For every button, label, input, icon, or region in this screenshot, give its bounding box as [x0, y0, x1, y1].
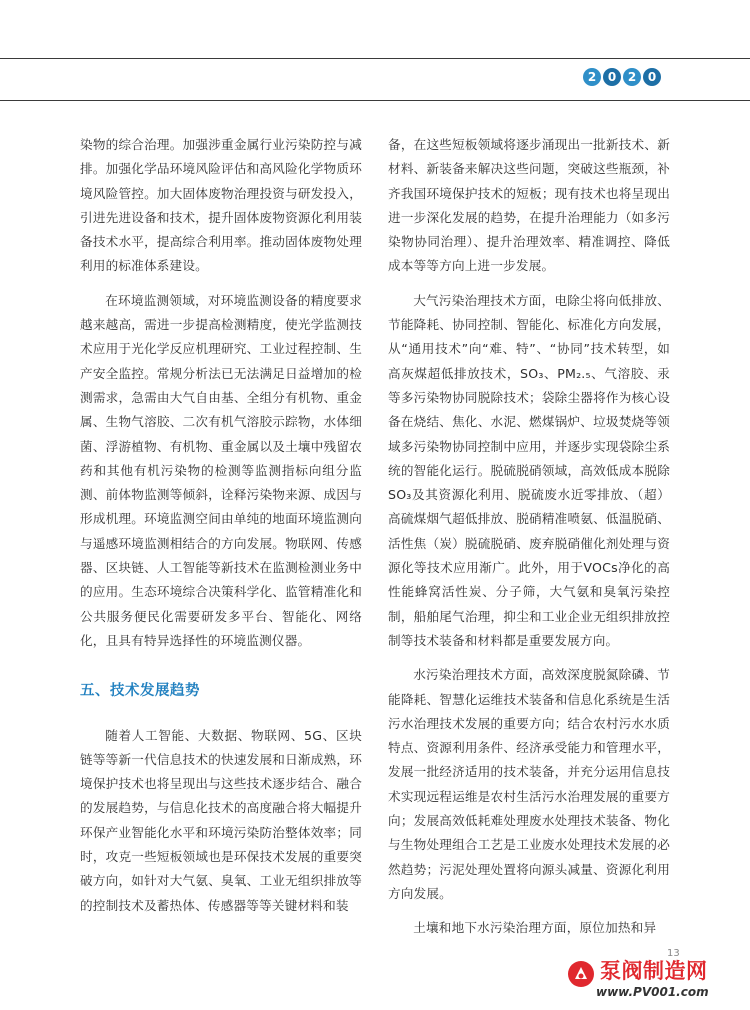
section-heading: 五、技术发展趋势 [80, 683, 200, 700]
watermark [566, 955, 746, 1005]
paragraph: 土壤和地下水污染治理方面，原位加热和异 [413, 920, 657, 936]
year-digit: 2 [623, 68, 641, 86]
paragraph: 染物的综合治理。加强涉重金属行业污染防控与减排。加强化学品环境风险评估和高风险化学物质环境风险管控。加大固体废物治理投资与研发投入，引进先进设备和技术，提升固体废物资源化利用装备技术水平，提高综合利用率。推动固体废物处理利用的标准体系建设。 [80, 137, 362, 274]
header-rule-bottom [0, 100, 750, 101]
paragraph: 备，在这些短板领域将逐步涌现出一批新技术、新材料、新装备来解决这些问题，突破这些瓶颈，补齐我国环境保护技术的短板；现有技术也将呈现出进一步深化发展的趋势，在提升治理能力（如多污染物协同治理）、提升治理效率、精准调控、降低成本等等方向上进一步发展。 [388, 137, 670, 274]
left-column [80, 133, 362, 918]
year-badge [583, 68, 661, 86]
year-digit: 0 [603, 68, 621, 86]
watermark-url[interactable]: www.PV001.com [596, 985, 709, 999]
paragraph: 大气污染治理技术方面，电除尘将向低排放、节能降耗、协同控制、智能化、标准化方向发展，从“通用技术”向“难、特”、“协同”技术转型，如高灰煤超低排放技术，SO₃、PM₂.₅、气溶胶、汞等多污染物协同脱除技术；袋除尘器将作为核心设备在烧结、焦化、水泥、燃煤锅炉、垃圾焚烧等领域多污染物协同控制中应用，并逐步实现袋除尘系统的智能化运行。脱硫脱硝领域，高效低成本脱除SO₃及其资源化利用、脱硫废水近零排放、（超）高硫煤烟气超低排放、脱硝精准喷氨、低温脱硝、活性焦（炭）脱硫脱硝、废弃脱硝催化剂处理与资源化等技术应用渐广。此外，用于VOCs净化的高性能蜂窝活性炭、分子筛，大气氨和臭氧污染控制，船舶尾气治理，抑尘和工业企业无组织排放控制等技术装备和材料都是重要发展方向。 [388, 292, 670, 648]
header-rule [0, 58, 750, 59]
paragraph: 在环境监测领域，对环境监测设备的精度要求越来越高，需进一步提高检测精度，使光学监测技术应用于光化学反应机理研究、工业过程控制、生产安全监控。常规分析法已无法满足日益增加的检测需求，急需由大气自由基、全组分有机物、重金属、生物气溶胶、二次有机气溶胶示踪物，水体细菌、浮游植物、有机物、重金属以及土壤中残留农药和其他有机污染物的检测等监测指标向组分监测、前体物监测等倾斜，诠释污染物来源、成因与形成机理。环境监测空间由单纯的地面环境监测向与遥感环境监测相结合的方向发展。物联网、传感器、区块链、人工智能等新技术在监测检测业务中的应用。生态环境综合决策科学化、监管精准化和公共服务便民化需要研发多平台、智能化、网络化，且具有特异选择性的环境监测仪器。 [80, 292, 362, 648]
paragraph: 水污染治理技术方面，高效深度脱氮除磷、节能降耗、智慧化运维技术装备和信息化系统是生活污水治理技术发展的重要方向；结合农村污水水质特点、资源利用条件、经济承受能力和管理水平，发展一批经济适用的技术装备，并充分运用信息技术实现远程运维是农村生活污水治理发展的重要方向；发展高效低耗难处理废水处理技术装备、物化与生物处理组合工艺是工业废水处理技术发展的必然趋势；污泥处理处置将向源头减量、资源化利用方向发展。 [388, 667, 670, 901]
watermark-title: 泵阀制造网 [600, 959, 708, 983]
year-digit: 0 [643, 68, 661, 86]
right-column [388, 133, 670, 941]
page-number: 13 [667, 948, 680, 959]
valve-logo-icon [566, 959, 596, 989]
paragraph: 随着人工智能、大数据、物联网、5G、区块链等等新一代信息技术的快速发展和日渐成熟，环境保护技术也将呈现出与这些技术逐步结合、融合的发展趋势，与信息化技术的高度融合将大幅提升环保产业智能化水平和环境污染防治整体效率；同时，攻克一些短板领域也是环保技术发展的重要突破方向，如针对大气氨、臭氧、工业无组织排放等的控制技术及蓄热体、传感器等等关键材料和装 [80, 727, 362, 913]
year-digit: 2 [583, 68, 601, 86]
